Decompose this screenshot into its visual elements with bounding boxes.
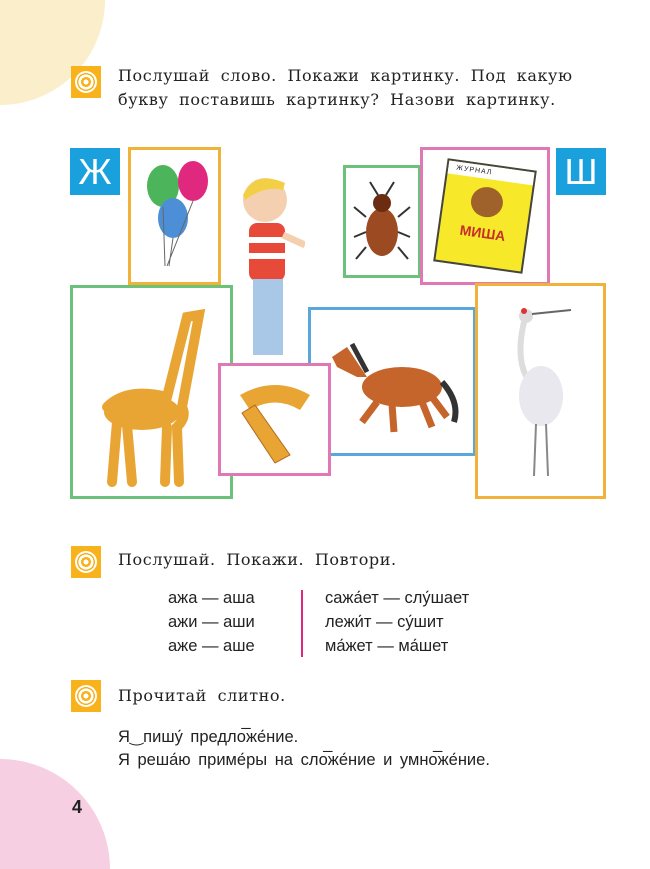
letter-zh-card: Ж: [70, 148, 120, 195]
letter-sh-card: Ш: [556, 148, 606, 195]
listen-icon: [71, 546, 101, 578]
syllable-pair: ажа — аша: [168, 589, 255, 607]
syllable-pair: ажи — аши: [168, 613, 255, 631]
word-pair: сажа́ет — слу́шает: [325, 589, 470, 607]
corner-decoration-pink: [0, 759, 110, 869]
word-pair: лежи́т — су́шит: [325, 613, 444, 631]
scarf-picture: [218, 363, 331, 476]
journal-label: ЖУРНАЛ: [448, 161, 535, 186]
giraffe-icon: [87, 297, 217, 487]
listen-icon: [71, 680, 101, 712]
task3-title: Прочитай слитно.: [118, 686, 286, 705]
page-number: 4: [72, 797, 83, 817]
crane-icon: [486, 296, 596, 486]
listen-icon: [71, 66, 101, 98]
beetle-icon: [352, 177, 412, 267]
beetle-picture: [343, 165, 421, 278]
sentence: Я реша́ю приме́ры на сло̅же́ние и умно̅же́ние.: [118, 751, 490, 769]
balloons-picture: [128, 147, 221, 285]
horse-picture: [308, 307, 476, 456]
journal-title: МИША: [458, 221, 507, 244]
boy-picture: [235, 165, 305, 355]
sentence: Я‿пишу́ предло̅же́ние.: [118, 728, 299, 746]
horse-icon: [322, 322, 462, 442]
scarf-icon: [230, 375, 320, 465]
bear-icon: [469, 185, 505, 219]
task1-line1: Послушай слово. Покажи картинку. Под какую: [118, 66, 573, 85]
giraffe-picture: [70, 285, 233, 499]
journal-picture: [420, 147, 550, 285]
word-pair: ма́жет — ма́шет: [325, 637, 449, 655]
magazine-cover: [433, 158, 537, 274]
task1-line2: букву поставишь картинку? Назови картинку.: [118, 90, 556, 109]
column-divider: [301, 590, 303, 657]
crane-picture: [475, 283, 606, 499]
balloons-icon: [135, 156, 215, 276]
task2-title: Послушай. Покажи. Повтори.: [118, 550, 397, 569]
syllable-pair: аже — аше: [168, 637, 255, 655]
